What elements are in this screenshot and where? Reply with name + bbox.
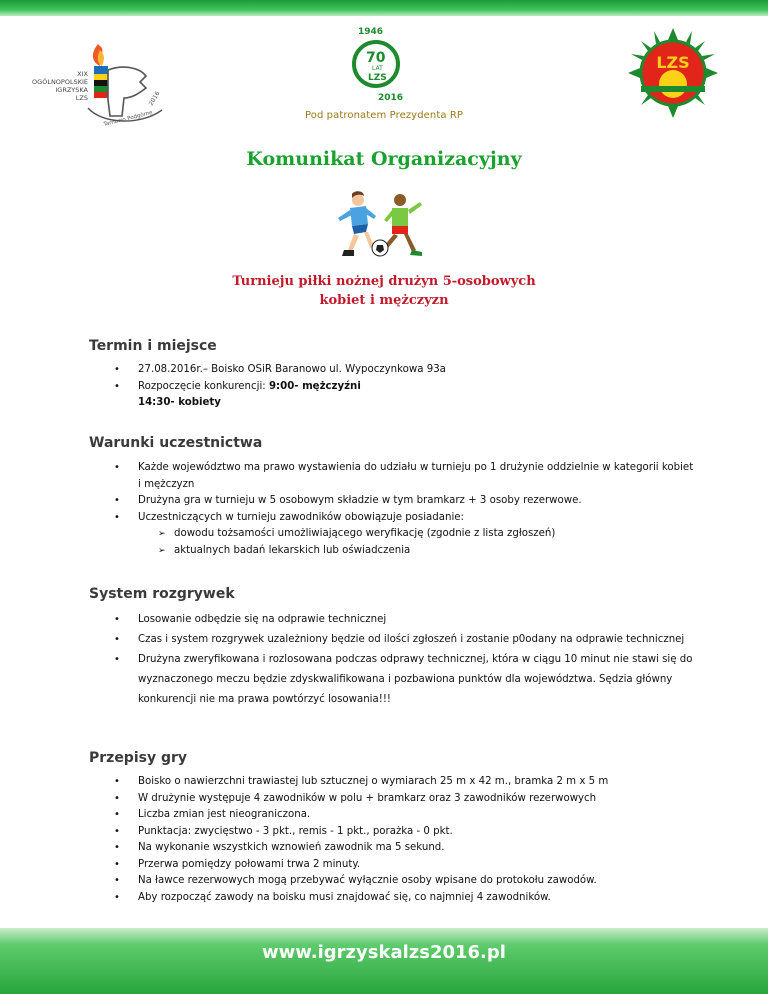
page-title: Komunikat Organizacyjny — [246, 148, 522, 170]
warunki-item-3: Uczestniczących w turnieju zawodników obowiązuje posiadanie: — [138, 511, 464, 523]
list-item: • Liczba zmian jest nieograniczona. — [114, 807, 694, 824]
heading-przepisy: Przepisy gry — [89, 750, 188, 766]
subtitle-line-1: Turnieju piłki nożnej drużyn 5-osobowych — [232, 274, 536, 289]
logo-place: Tarnowo Podgórne — [103, 109, 154, 128]
list-item: • W drużynie występuje 4 zawodników w polu + bramkarz oraz 3 zawodników rezerwowych — [114, 791, 694, 808]
warunki-sublist — [138, 526, 694, 559]
heading-warunki: Warunki uczestnictwa — [89, 435, 263, 451]
logo-line-3: IGRZYSKA — [55, 86, 88, 94]
sub-list-item: ➢ aktualnych badań lekarskich lub oświadczenia — [158, 543, 694, 560]
start-label: Rozpoczęcie konkurencji: — [138, 380, 269, 392]
termin-date-place: 27.08.2016r.– Boisko OSiR Baranowo ul. Wypoczynkowa 93a — [138, 364, 446, 375]
list-item: • Czas i system rozgrywek uzależniony będzie od ilości zgłoszeń i zostanie p0odany na odprawie technicznej — [114, 630, 694, 650]
football-players-illustration — [328, 190, 430, 262]
player-green-icon — [384, 194, 422, 256]
list-item: • Aby rozpocząć zawody na boisku musi znajdować się, co najmniej 4 zawodników. — [114, 890, 694, 907]
footer-website-link[interactable]: www.igrzyskalzs2016.pl — [262, 942, 506, 963]
list-item — [114, 510, 694, 560]
logo-year: 2016 — [147, 90, 162, 107]
list-item: • Drużyna gra w turnieju w 5 osobowym składzie w tym bramkarz + 3 osoby rezerwowe. — [114, 493, 694, 510]
70-lat-lzs-logo — [328, 22, 424, 104]
przepisy-list — [114, 774, 694, 906]
event-subtitle — [0, 272, 768, 310]
player-blue-icon — [338, 191, 376, 256]
logo-number: 70 — [366, 50, 386, 66]
top-green-bar — [0, 0, 768, 16]
logo-line-1: XIX — [77, 70, 88, 78]
list-item: • Każde województwo ma prawo wystawienia do udziału w turnieju po 1 drużynie oddzielnie w kategorii kobiet i mężczyzn — [114, 460, 694, 493]
emblem-text: LZS — [656, 53, 690, 72]
list-item: • Na ławce rezerwowych mogą przebywać wyłącznie osoby wpisane do protokołu zawodów. — [114, 873, 694, 890]
list-item: • Na wykonanie wszystkich wznowień zawodnik ma 5 sekund. — [114, 840, 694, 857]
subtitle-line-2: kobiet i mężczyzn — [319, 293, 449, 308]
heading-system: System rozgrywek — [89, 586, 235, 602]
warunki-list — [114, 460, 694, 559]
patronage-note: Pod patronatem Prezydenta RP — [304, 110, 464, 121]
list-item: • Punktacja: zwycięstwo - 3 pkt., remis - 1 pkt., porażka - 0 pkt. — [114, 824, 694, 841]
logo-year-top: 1946 — [358, 27, 384, 37]
start-women: 14:30- kobiety — [138, 397, 221, 408]
list-item: • Boisko o nawierzchni trawiastej lub sztucznej o wymiarach 25 m x 42 m., bramka 2 m x 5 m — [114, 774, 694, 791]
list-item: • Drużyna zweryfikowana i rozlosowana podczas odprawy technicznej, która w ciągu 10 minut nie stawi się do wyznaczonego meczu będzie zdyskwalifikowana i pozbawiona punktów dla województwa. Sędzia główny konkurencji nie ma prawa powtórzyć losowania!!! — [114, 650, 694, 710]
termin-list — [114, 362, 694, 412]
list-item-continuation — [114, 395, 694, 412]
list-item — [114, 362, 694, 379]
logo-line-4: LZS — [75, 94, 88, 102]
football-icon — [372, 240, 388, 256]
system-list — [114, 610, 694, 710]
logo-org: LZS — [368, 73, 387, 83]
list-item: • Przerwa pomiędzy połowami trwa 2 minuty. — [114, 857, 694, 874]
lzs-emblem-logo — [626, 26, 720, 120]
list-item — [114, 379, 694, 396]
logo-year-bottom: 2016 — [378, 93, 404, 103]
list-item: • Losowanie odbędzie się na odprawie technicznej — [114, 610, 694, 630]
heading-termin: Termin i miejsce — [89, 338, 217, 354]
sub-list-item: ➢ dowodu tożsamości umożliwiającego weryfikację (zgodnie z lista zgłoszeń) — [158, 526, 694, 543]
logo-unit: LAT — [372, 65, 383, 72]
logo-line-2: OGÓLNOPOLSKIE — [32, 78, 88, 86]
start-men: 9:00- mężczyźni — [268, 380, 361, 392]
